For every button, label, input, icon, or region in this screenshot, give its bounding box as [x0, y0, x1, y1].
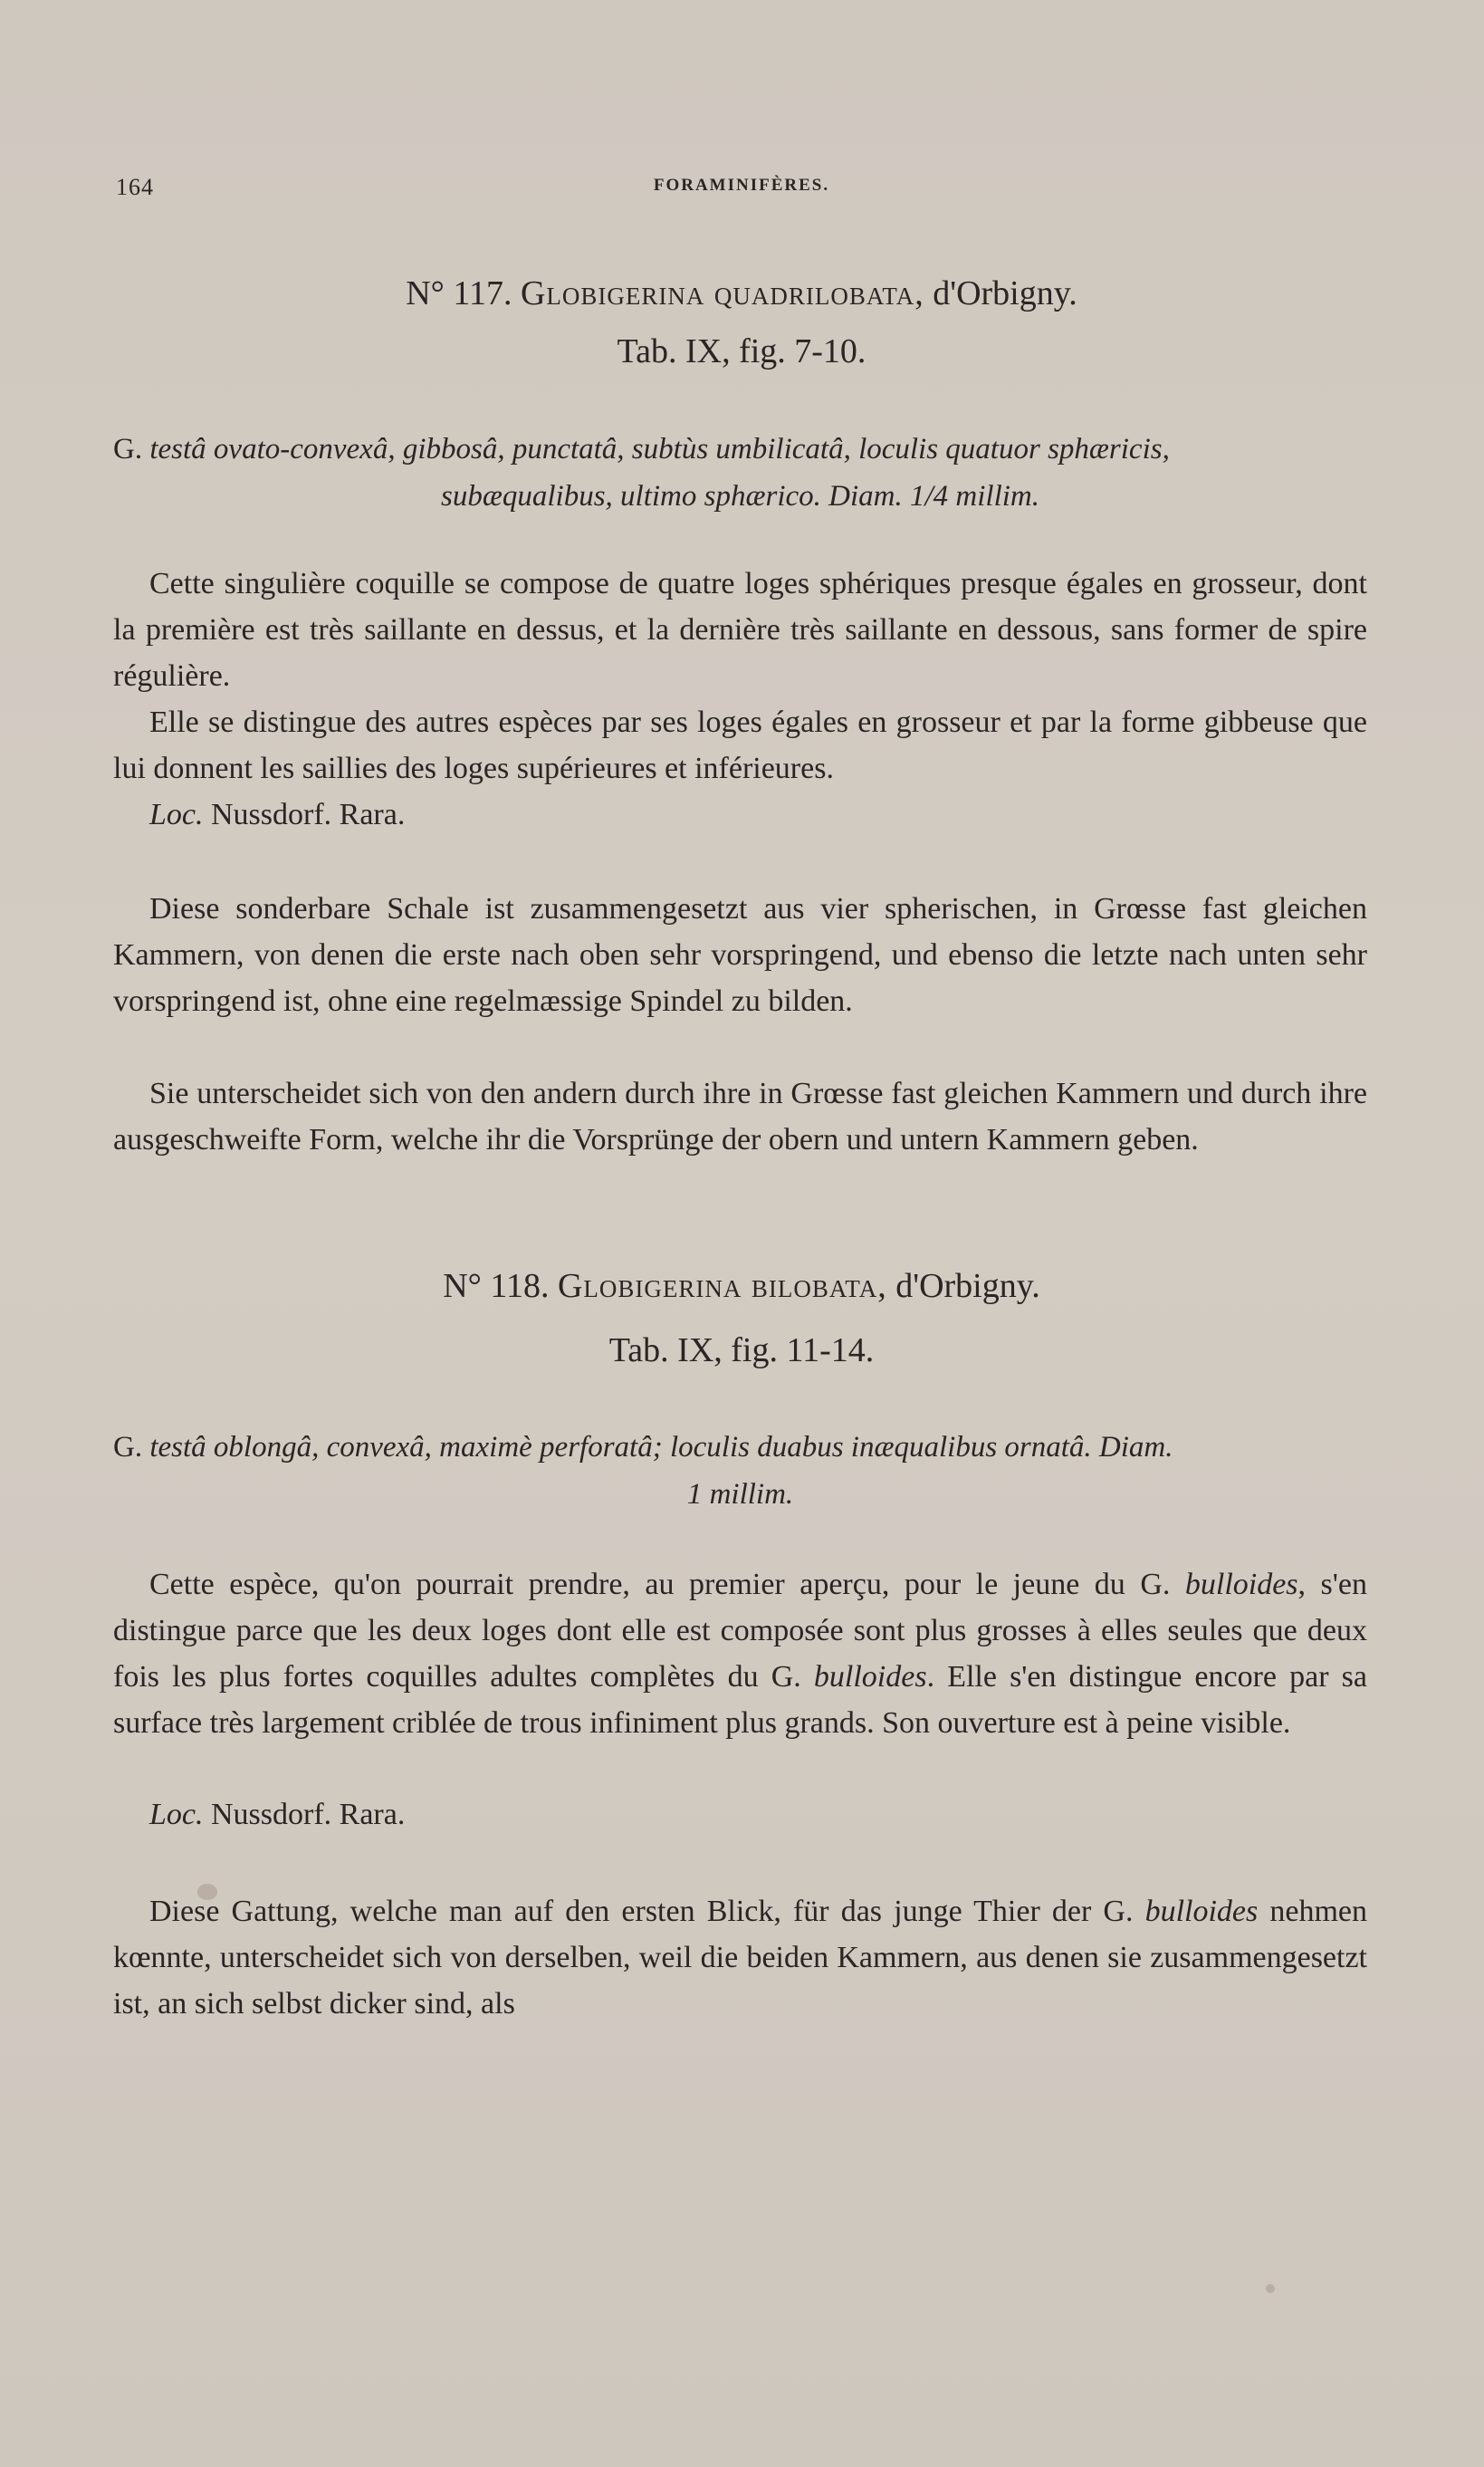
page-number: 164 [116, 174, 154, 200]
entry-117-diagnosis [113, 426, 1367, 520]
entry-117-locality [149, 792, 405, 838]
entry-118-number: N° 118. [443, 1267, 550, 1305]
entry-118-title [116, 1262, 1367, 1310]
paper-speck [1266, 2284, 1275, 2293]
entry-118-locality [149, 1791, 405, 1838]
entry-117-diagnosis-genus: G. [113, 433, 143, 466]
entry-118-german-paragraph-1 [113, 1888, 1367, 2027]
entry-117-german-paragraph-2: Sie unterscheidet sich von den andern durch ihre in Grœsse fast gleichen Kammern und durch ihre ausgeschweifte Form, welche ihr die Vorsprünge der obern und untern Kammern geben. [113, 1077, 1367, 1157]
entry-118-french-text-b1: G. [1140, 1568, 1171, 1601]
entry-118-diagnosis-line1: testâ oblongâ, convexâ, maximè perforatâ; loculis duabus inæqualibus ornatâ. Diam. [149, 1431, 1173, 1464]
entry-118-german-species: bulloides [1144, 1895, 1259, 1928]
entry-118-tab-ref: Tab. IX, fig. 11-14. [608, 1331, 875, 1369]
entry-118-name: Globigerina bilobata, [557, 1267, 887, 1305]
entry-117-locality-label: Loc. [149, 798, 204, 831]
entry-117-diagnosis-line1: testâ ovato-convexâ, gibbosâ, punctatâ, subtùs umbilicatâ, loculis quatuor sphæricis, [149, 433, 1170, 466]
entry-118-diagnosis-genus: G. [113, 1431, 143, 1464]
entry-118-german-text-c: nehmen kœnnte, unterscheidet sich von derselben, weil die beiden Kammern, aus denen sie zusammengesetzt ist, an sich selbst dicker sind, als [113, 1895, 1368, 2021]
paper-stain [197, 1884, 217, 1900]
entry-118-french-text-b3: , s'en distingue parce que les deux loges dont elle est composée sont plus grosses à elles seules que deux fois les plus fortes coquilles adultes complètes du G. [113, 1568, 1367, 1694]
entry-117-german-paragraph-1: Diese sonderbare Schale ist zusammengesetzt aus vier spherischen, in Grœsse fast gleichen Kammern, von denen die erste nach oben sehr vorspringend, und ebenso die letzte nach unten sehr vorspringend ist, ohne eine regelmæssige Spindel zu bilden. [113, 892, 1367, 1018]
entry-118-diagnosis-line2: 1 millim. [686, 1478, 794, 1511]
entry-117-locality-text: Nussdorf. Rara. [211, 798, 406, 831]
entry-118-diagnosis [113, 1424, 1367, 1518]
entry-117-name: Globigerina quadrilobata, [520, 274, 924, 312]
entry-118-german-text-a: Diese Gattung, welche man auf den ersten Blick, für das junge Thier der G. [149, 1895, 1134, 1928]
entry-118-french-species-1: bulloides [1184, 1568, 1298, 1601]
entry-117-french-paragraph-2: Elle se distingue des autres espèces par ses loges égales en grosseur et par la forme gibbeuse que lui donnent les saillies des loges supérieures et inférieures. [113, 706, 1367, 785]
entry-117-french-paragraph-1: Cette singulière coquille se compose de quatre loges sphériques presque égales en grosseur, dont la première est très saillante en dessus, et la dernière très saillante en dessous, sans former de spire régulière. [113, 567, 1367, 693]
entry-117-diagnosis-line2: subæqualibus, ultimo sphærico. Diam. 1/4 millim. [441, 480, 1039, 513]
entry-118-french-text-a: Cette espèce, qu'on pourrait prendre, au premier aperçu, pour le jeune du [149, 1568, 1125, 1601]
entry-118-locality-label: Loc. [149, 1798, 204, 1831]
entry-118-locality-text: Nussdorf. Rara. [211, 1798, 406, 1831]
entry-117-tab-ref: Tab. IX, fig. 7-10. [617, 332, 866, 370]
running-title: FORAMINIFÈRES. [653, 176, 830, 195]
entry-117-title [116, 270, 1367, 317]
entry-117-author: d'Orbigny. [933, 274, 1077, 312]
running-head [116, 174, 1367, 210]
entry-118-french-text-b5: . Elle s'en distingue encore par sa surface très largement criblée de trous infiniment plus grands. Son ouverture est à peine visible. [113, 1660, 1367, 1740]
entry-118-french-paragraph-1 [113, 1561, 1367, 1746]
entry-117-number: N° 117. [406, 274, 512, 312]
entry-118-french-species-2: bulloides [813, 1660, 927, 1694]
entry-118-author: d'Orbigny. [895, 1267, 1040, 1305]
